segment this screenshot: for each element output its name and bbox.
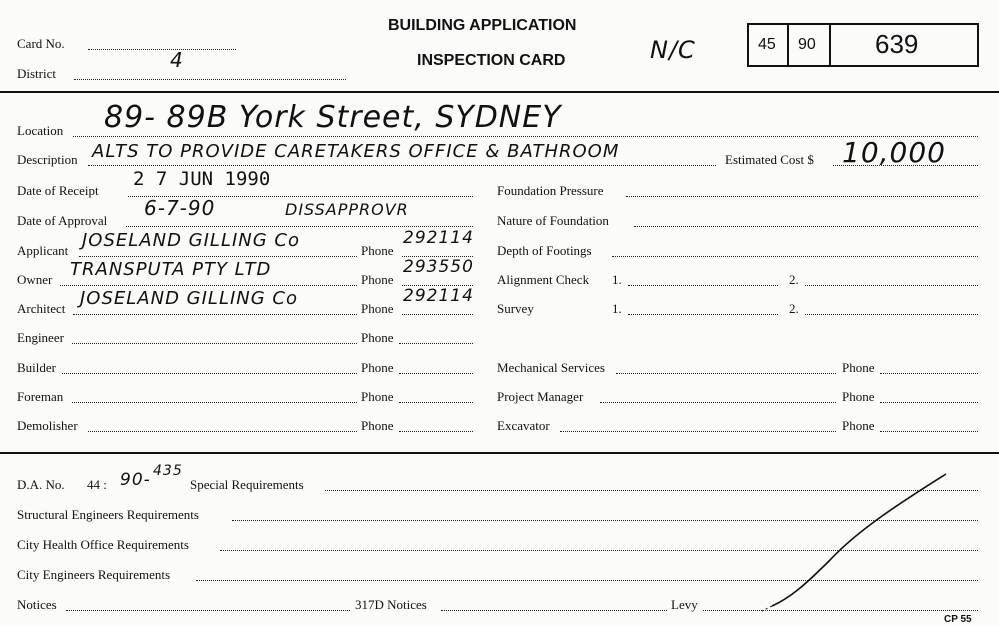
applicant-phone-label: Phone [361,243,394,258]
nature-foundation-label: Nature of Foundation [497,213,609,228]
cost-label: Estimated Cost $ [725,152,814,167]
owner-phone-label: Phone [361,272,394,287]
structural-label: Structural Engineers Requirements [17,507,199,522]
form-code: CP 55 [944,614,972,625]
approval-note: DISSAPPROVR [285,200,409,219]
applicant-phone: 292114 [403,228,474,248]
cost-value: 10,000 [842,136,946,169]
card-no-label: Card No. [17,36,65,51]
code-90: 90 [798,36,816,53]
applicant-label: Applicant [17,243,69,258]
da-suffix: 435 [153,463,183,479]
engineer-phone-label: Phone [361,330,394,345]
owner-phone: 293550 [403,257,474,277]
project-manager-phone-label: Phone [842,389,875,404]
demolisher-label: Demolisher [17,418,78,433]
da-value: 90- [120,470,151,490]
builder-label: Builder [17,360,56,375]
da-label: D.A. No. [17,477,65,492]
depth-footings-label: Depth of Footings [497,243,592,258]
description-label: Description [17,152,78,167]
alignment-2-num: 2. [789,272,799,287]
location-label: Location [17,123,64,138]
mechanical-phone-label: Phone [842,360,875,375]
survey-2-num: 2. [789,301,799,316]
notices-label: Notices [17,597,57,612]
architect-label: Architect [17,301,66,316]
project-manager-label: Project Manager [497,389,584,404]
architect-phone: 292114 [403,286,474,306]
approval-label: Date of Approval [17,213,108,228]
district-value: 4 [170,48,184,72]
demolisher-phone-label: Phone [361,418,394,433]
notices-317d-label: 317D Notices [355,597,427,612]
owner-label: Owner [17,272,53,287]
foreman-label: Foreman [17,389,64,404]
excavator-phone-label: Phone [842,418,875,433]
district-label: District [17,66,56,81]
city-engineers-label: City Engineers Requirements [17,567,171,582]
mechanical-label: Mechanical Services [497,360,605,375]
nc-mark: N/C [650,36,696,64]
form-title-line2: INSPECTION CARD [417,52,566,69]
special-requirements-label: Special Requirements [190,477,304,492]
location-value: 89- 89B York Street, SYDNEY [104,100,562,135]
excavator-label: Excavator [497,418,550,433]
owner-value: TRANSPUTA PTY LTD [70,259,272,280]
alignment-1-num: 1. [612,272,622,287]
card-number: 639 [875,29,919,59]
survey-1-num: 1. [612,301,622,316]
da-prefix: 44 : [87,477,107,492]
alignment-label: Alignment Check [497,272,590,287]
foundation-pressure-label: Foundation Pressure [497,183,604,198]
levy-label: Levy [671,597,698,612]
foreman-phone-label: Phone [361,389,394,404]
survey-label: Survey [497,301,534,316]
builder-phone-label: Phone [361,360,394,375]
receipt-label: Date of Receipt [17,183,99,198]
description-value: ALTS TO PROVIDE CARETAKERS OFFICE & BATHROOM [92,141,620,162]
form-title-line1: BUILDING APPLICATION [388,17,577,34]
architect-value: JOSELAND GILLING Co [80,288,299,309]
architect-phone-label: Phone [361,301,394,316]
applicant-value: JOSELAND GILLING Co [82,230,301,251]
approval-value: 6-7-90 [144,196,216,220]
code-45: 45 [758,36,776,53]
receipt-value: 2 7 JUN 1990 [133,168,271,190]
engineer-label: Engineer [17,330,64,345]
health-label: City Health Office Requirements [17,537,189,552]
